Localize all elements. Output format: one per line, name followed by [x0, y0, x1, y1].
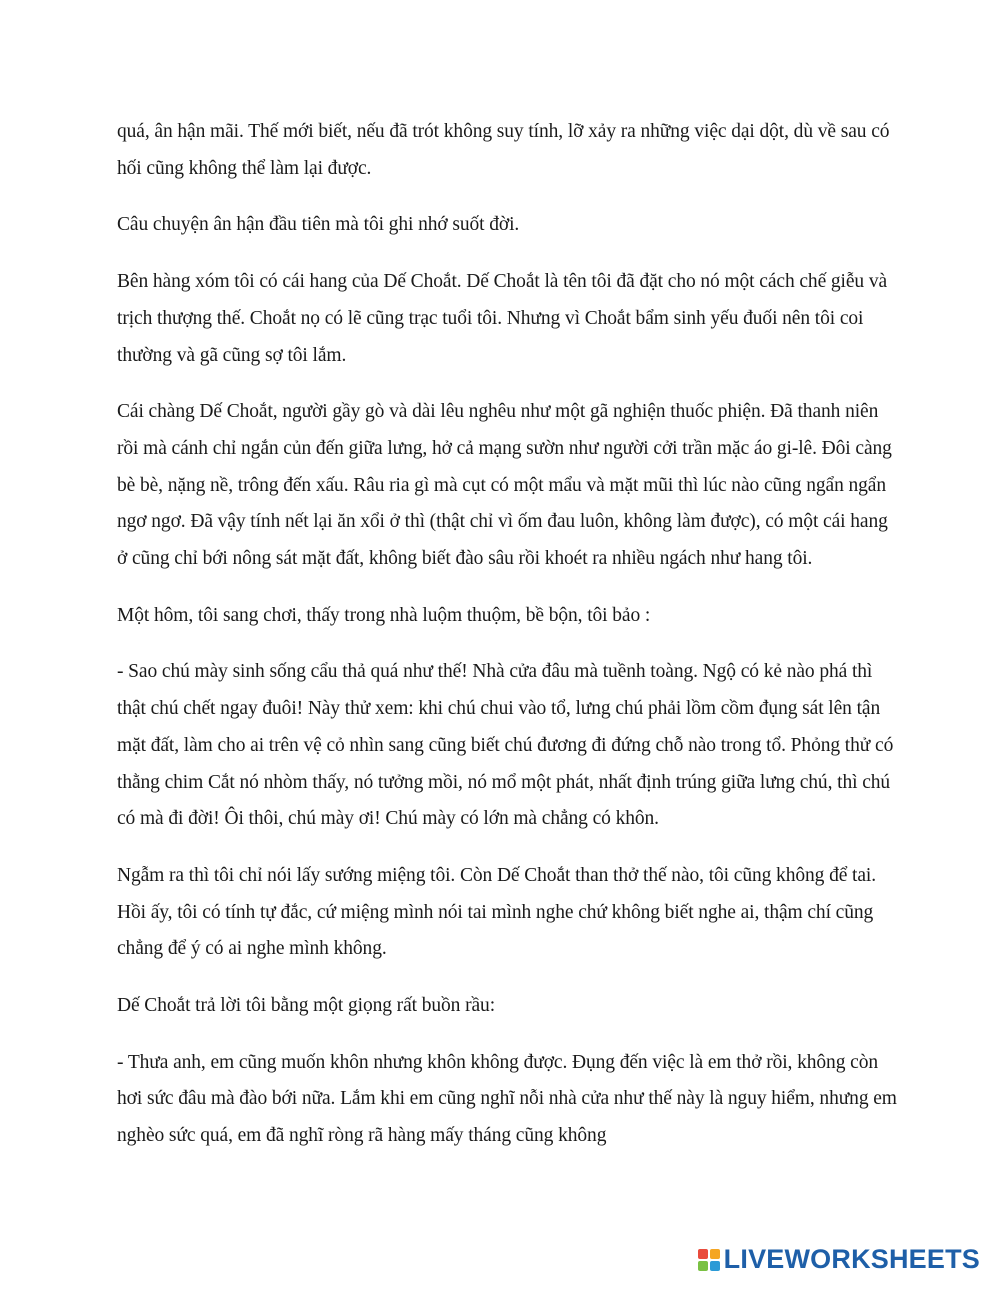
- paragraph: Một hôm, tôi sang chơi, thấy trong nhà luộm thuộm, bề bộn, tôi bảo :: [117, 604, 651, 626]
- document-page: [117, 114, 897, 1175]
- paragraph: Dế Choắt trả lời tôi bằng một giọng rất buồn rầu:: [117, 995, 496, 1017]
- liveworksheets-logo-icon: [698, 1249, 720, 1271]
- paragraph: - Thưa anh, em cũng muốn khôn nhưng khôn không được. Đụng đến việc là em thở rồi, không còn hơi sức đâu mà đào bới nữa. Lắm khi em cũng nghĩ nỗi nhà cửa như thế này là nguy hiểm, nhưng em nghèo sức quá, em đã nghĩ ròng rã hàng mấy tháng cũng không: [117, 1051, 897, 1147]
- paragraph: quá, ân hận mãi. Thế mới biết, nếu đã trót không suy tính, lỡ xảy ra những việc dại dột, dù về sau có hối cũng không thể làm lại được.: [117, 121, 890, 179]
- paragraph: Câu chuyện ân hận đầu tiên mà tôi ghi nhớ suốt đời.: [117, 214, 520, 236]
- paragraph: - Sao chú mày sinh sống cẩu thả quá như thế! Nhà cửa đâu mà tuềnh toàng. Ngộ có kẻ nào phá thì thật chú chết ngay đuôi! Này thử xem: khi chú chui vào tổ, lưng chú phải lồm cồm đụng sát lên tận mặt đất, làm cho ai trên vệ cỏ nhìn sang cũng biết chú đương đi đứng chỗ nào trong tổ. Phỏng thử có thằng chim Cắt nó nhòm thấy, nó tưởng mồi, nó mổ một phát, nhất định trúng giữa lưng chú, thì chú có mà đi đời! Ôi thôi, chú mày ơi! Chú mày có lớn mà chẳng có khôn.: [117, 661, 894, 830]
- paragraph: Ngẫm ra thì tôi chỉ nói lấy sướng miệng tôi. Còn Dế Choắt than thở thế nào, tôi cũng không để tai. Hồi ấy, tôi có tính tự đắc, cứ miệng mình nói tai mình nghe chứ không biết nghe ai, thậm chí cũng chẳng để ý có ai nghe mình không.: [117, 864, 877, 960]
- watermark-text: LIVEWORKSHEETS: [723, 1244, 980, 1274]
- liveworksheets-watermark: [698, 1244, 980, 1275]
- paragraph: Cái chàng Dế Choắt, người gầy gò và dài lêu nghêu như một gã nghiện thuốc phiện. Đã thanh niên rồi mà cánh chỉ ngắn củn đến giữa lưng, hở cả mạng sườn như người cởi trần mặc áo gi-lê. Đôi càng bè bè, nặng nề, trông đến xấu. Râu ria gì mà cụt có một mẩu và mặt mũi thì lúc nào cũng ngẩn ngẩn ngơ ngơ. Đã vậy tính nết lại ăn xổi ở thì (thật chỉ vì ốm đau luôn, không làm được), có một cái hang ở cũng chỉ bới nông sát mặt đất, không biết đào sâu rồi khoét ra nhiều ngách như hang tôi.: [117, 401, 892, 570]
- paragraph: Bên hàng xóm tôi có cái hang của Dế Choắt. Dế Choắt là tên tôi đã đặt cho nó một cách chế giễu và trịch thượng thế. Choắt nọ có lẽ cũng trạc tuổi tôi. Nhưng vì Choắt bẩm sinh yếu đuối nên tôi coi thường và gã cũng sợ tôi lắm.: [117, 271, 888, 366]
